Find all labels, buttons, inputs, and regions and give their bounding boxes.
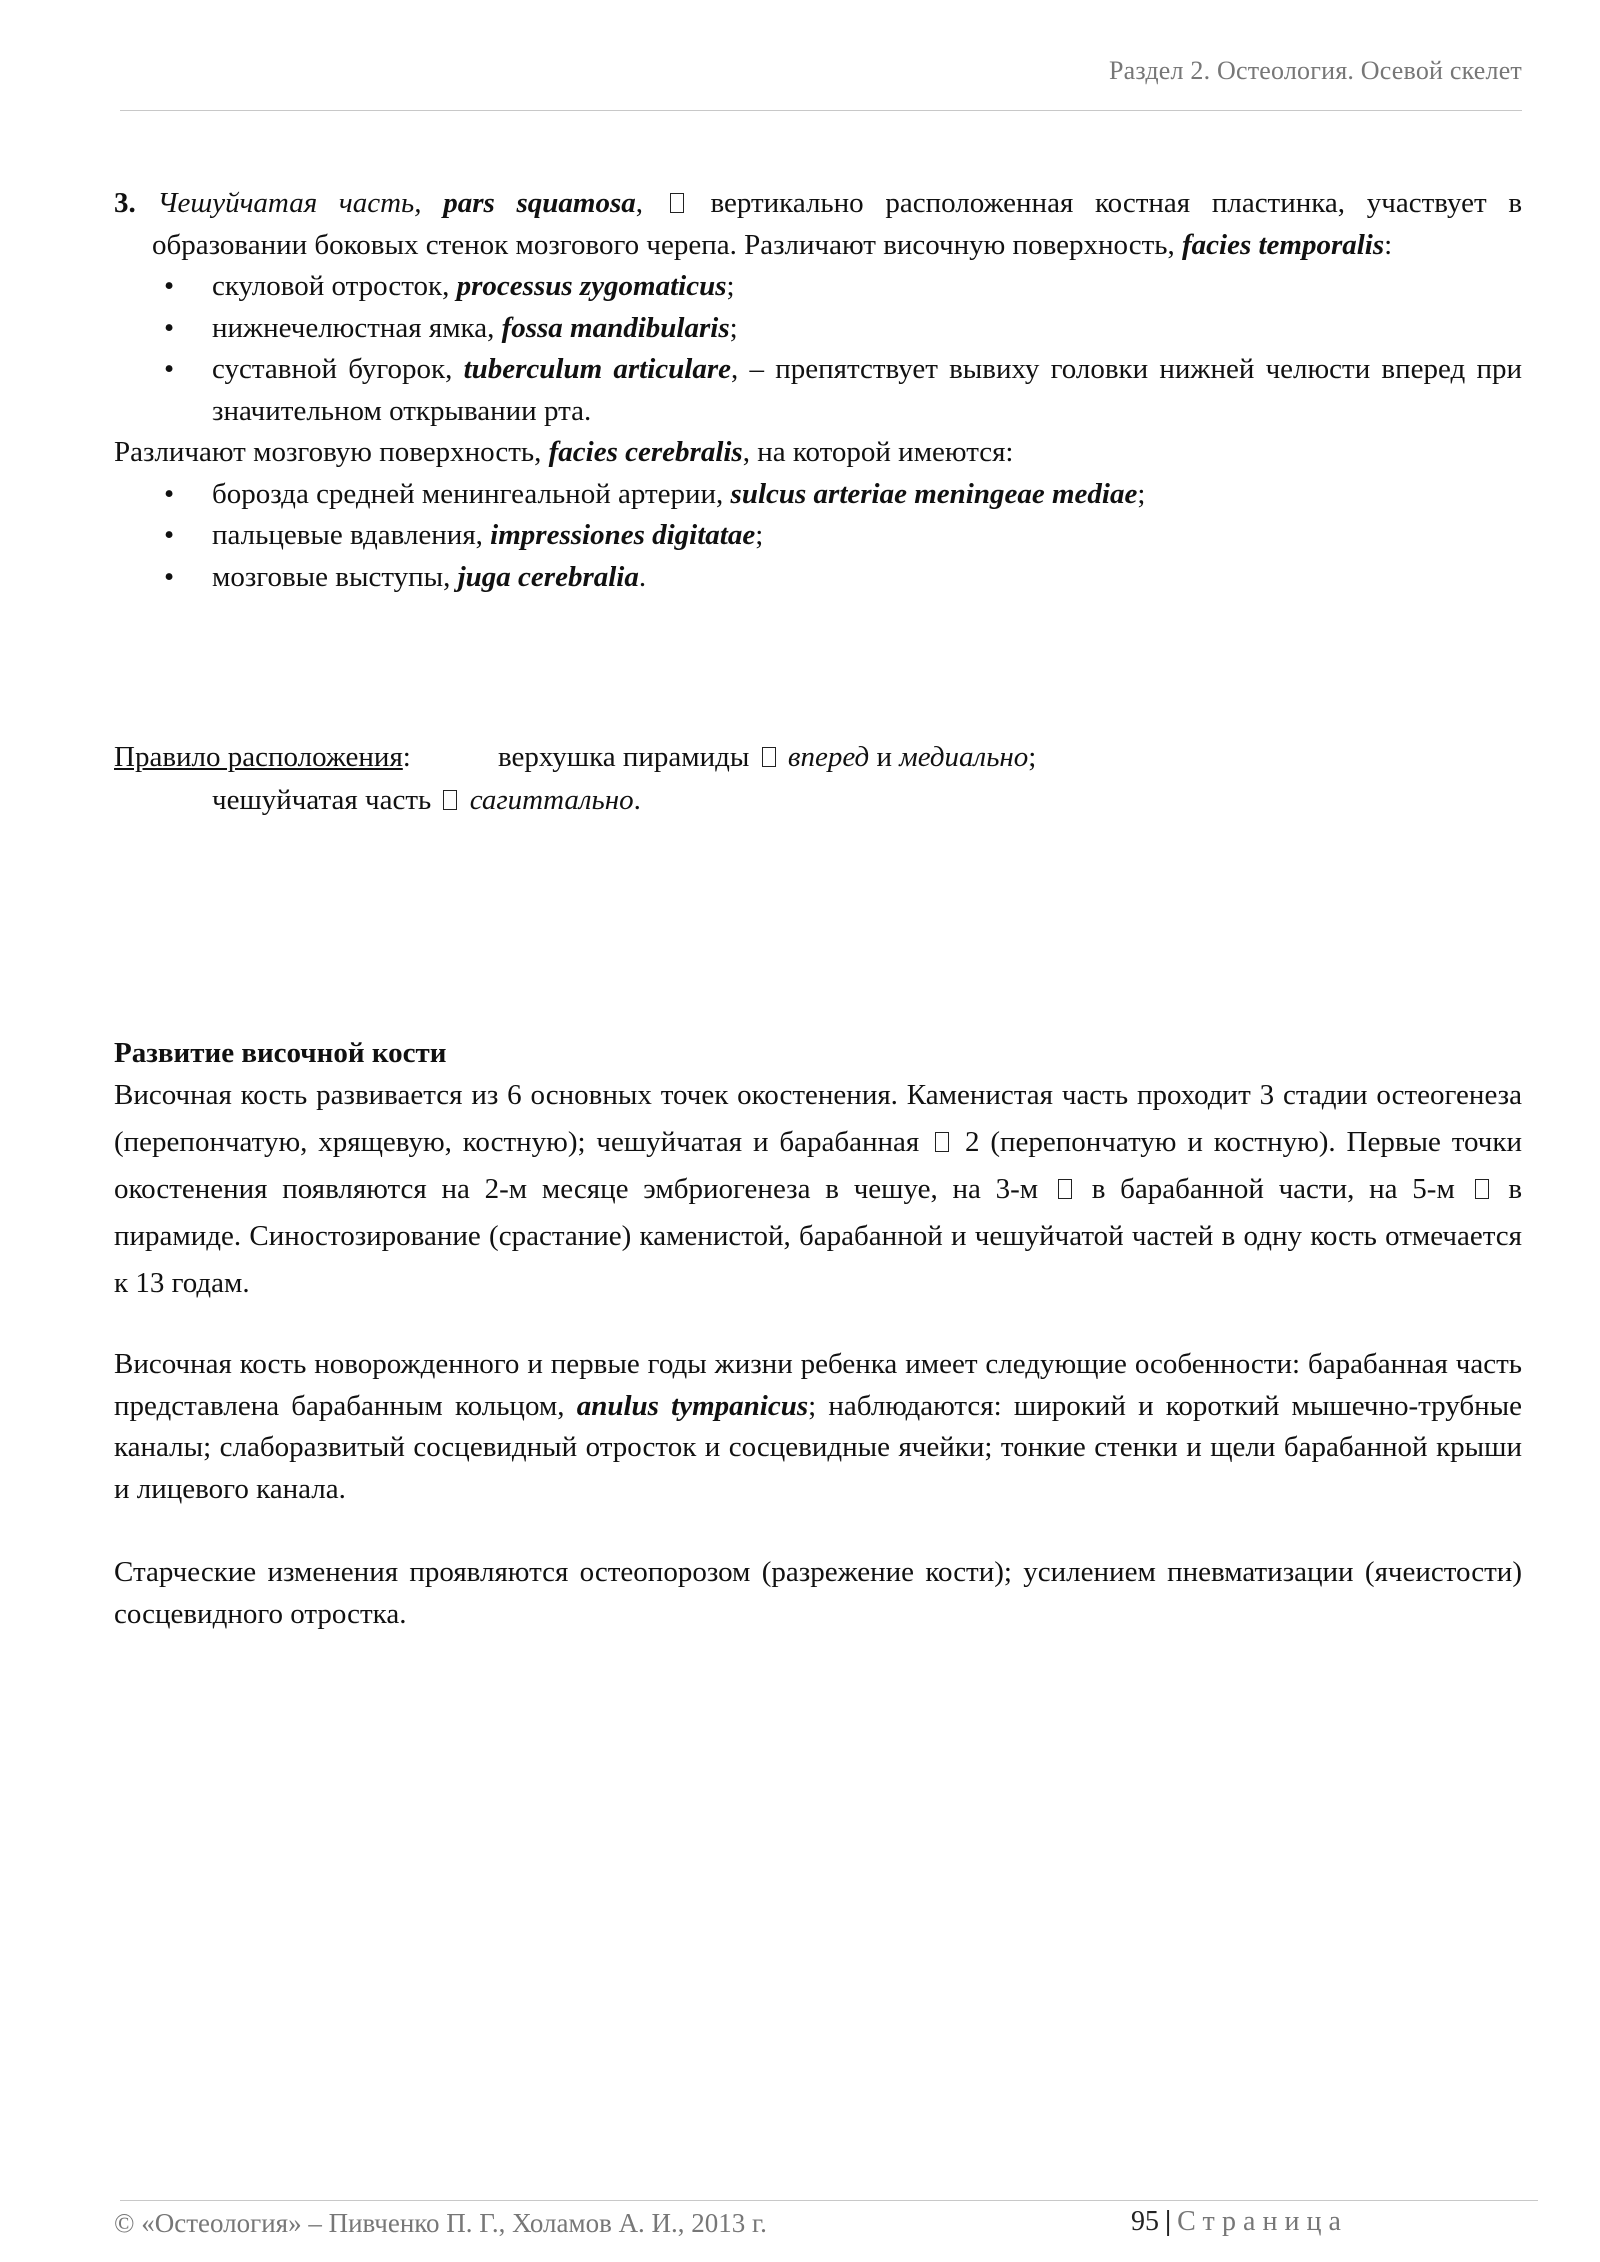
header-divider — [120, 110, 1522, 111]
placement-rule-label: Правило расположения — [114, 741, 403, 773]
list-item — [114, 515, 1522, 557]
rule-text: чешуйчатая часть — [212, 784, 432, 816]
temporal-surface-list — [114, 266, 1522, 432]
item-rest: . — [638, 560, 647, 593]
cerebral-surface-list — [114, 474, 1522, 599]
missing-glyph-icon — [1058, 1179, 1072, 1199]
rule-direction: вперед — [787, 741, 870, 773]
item-ru: пальцевые вдавления, — [212, 519, 483, 551]
bullet-icon: • — [164, 519, 175, 551]
bullet-icon: • — [164, 477, 175, 510]
bullet-icon: • — [164, 270, 175, 302]
paragraph-text: Старческие изменения проявляются остеопорозом (разрежение кости); усилением пневматизации (ячеистости) сосцевидного отростка. — [114, 1556, 1522, 1630]
paragraph-text: Различают мозговую поверхность, — [114, 436, 542, 468]
paragraph-text: ; наблюдаются: широкий и короткий мышечно-трубные каналы; слаборазвитый сосцевидный отросток и сосцевидные ячейки; тонкие стенки и щели барабанной крыши и лицевого канала. — [114, 1389, 1523, 1505]
list-item — [114, 474, 1522, 516]
newborn-paragraph — [114, 1344, 1522, 1510]
item-ru: борозда средней менингеальной артерии, — [212, 477, 724, 510]
paragraph-text: в пирамиде. Синостозирование (срастание) каменистой, барабанной и чешуйчатой частей в одну кость отмечается к 13 годам. — [114, 1173, 1523, 1299]
placement-rule-line2: чешуйчатая часть сагиттально. — [212, 784, 641, 816]
rule-direction: медиально — [899, 741, 1029, 773]
squamous-part-section — [114, 183, 1522, 598]
bullet-icon: • — [164, 353, 175, 385]
item-ru: суставной бугорок, — [212, 353, 453, 385]
missing-glyph-icon — [443, 790, 457, 810]
bullet-icon: • — [164, 311, 175, 344]
page-separator: | — [1165, 2206, 1172, 2237]
term-latin: facies cerebralis — [548, 436, 743, 468]
missing-glyph-icon — [935, 1132, 949, 1152]
paragraph-text: вертикально расположенная костная пластинка, участвует в образовании боковых стенок мозгового черепа. Различают височную поверхность, — [152, 187, 1523, 261]
term-latin: pars squamosa — [443, 187, 636, 219]
footer-page-number — [1131, 2206, 1348, 2238]
squamous-intro-paragraph: 3. Чешуйчатая часть, pars squamosa, вертикально расположенная костная пластинка, участвует в образовании боковых стенок мозгового черепа. Различают височную поверхность, facies temporalis: — [114, 187, 1523, 261]
item-ru: нижнечелюстная ямка, — [212, 311, 495, 344]
item-ru: мозговые выступы, — [212, 560, 451, 593]
paragraph-text: , на которой имеются: — [742, 436, 1014, 468]
footer-divider — [120, 2200, 1538, 2201]
term-latin: anulus tympanicus — [576, 1389, 809, 1422]
item-latin: juga cerebralia — [457, 560, 639, 593]
list-item — [114, 557, 1522, 599]
item-latin: fossa mandibularis — [501, 311, 730, 344]
item-latin: tuberculum articulare — [463, 353, 732, 385]
list-item — [114, 266, 1522, 308]
development-paragraph — [114, 1072, 1522, 1307]
page-word: Страница — [1177, 2206, 1348, 2237]
missing-glyph-icon — [1475, 1179, 1489, 1199]
development-heading: Развитие височной кости — [114, 1037, 447, 1069]
term-ru: Чешуйчатая часть, — [157, 187, 422, 219]
item-rest: ; — [1137, 477, 1146, 510]
rule-text: и — [876, 741, 892, 773]
item-ru: скуловой отросток, — [212, 270, 450, 302]
item-latin: processus zygomaticus — [456, 270, 727, 302]
page-number: 95 — [1131, 2206, 1159, 2237]
rule-text: верхушка пирамиды — [498, 741, 750, 773]
item-rest: ; — [726, 270, 735, 302]
missing-glyph-icon — [670, 193, 684, 213]
item-latin: sulcus arteriae meningeae mediae — [730, 477, 1138, 510]
list-item — [114, 349, 1522, 432]
paragraph-text: Височная кость новорожденного и первые годы жизни ребенка имеет следующие особенности: барабанная часть представлена барабанным кольцом, — [114, 1348, 1522, 1422]
placement-rule: Правило расположения: верхушка пирамиды вперед и медиально; — [114, 737, 411, 779]
running-header: Раздел 2. Остеология. Осевой скелет — [1108, 56, 1522, 85]
item-rest: ; — [729, 311, 738, 344]
item-number: 3. — [114, 187, 136, 219]
paragraph-text: Височная кость развивается из 6 основных точек окостенения. Каменистая часть проходит 3 стадии остеогенеза (перепончатую, хрящевую, костную); чешуйчатая и барабанная — [114, 1079, 1522, 1158]
missing-glyph-icon — [762, 747, 776, 767]
aging-paragraph — [114, 1552, 1522, 1635]
bullet-icon: • — [164, 560, 175, 593]
cerebral-intro-paragraph — [114, 432, 1522, 474]
term-latin: facies temporalis — [1181, 228, 1385, 261]
paragraph-text: в барабанной части, на 5-м — [1091, 1173, 1455, 1205]
placement-rule-line1: верхушка пирамиды вперед и медиально; — [498, 741, 1037, 773]
item-rest: ; — [755, 519, 764, 551]
item-latin: impressiones digitatae — [490, 519, 756, 551]
rule-direction: сагиттально — [469, 784, 634, 816]
item-rest: , – препятствует вывиху головки нижней челюсти вперед при значительном открывании рта. — [212, 353, 1523, 427]
paragraph-text: 2 (перепончатую и костную). Первые точки окостенения появляются на 2-м месяце эмбриогенеза в чешуе, на 3-м — [114, 1126, 1522, 1205]
footer-copyright: © «Остеология» – Пивченко П. Г., Холамов А. И., 2013 г. — [114, 2208, 767, 2238]
list-item — [114, 308, 1522, 350]
